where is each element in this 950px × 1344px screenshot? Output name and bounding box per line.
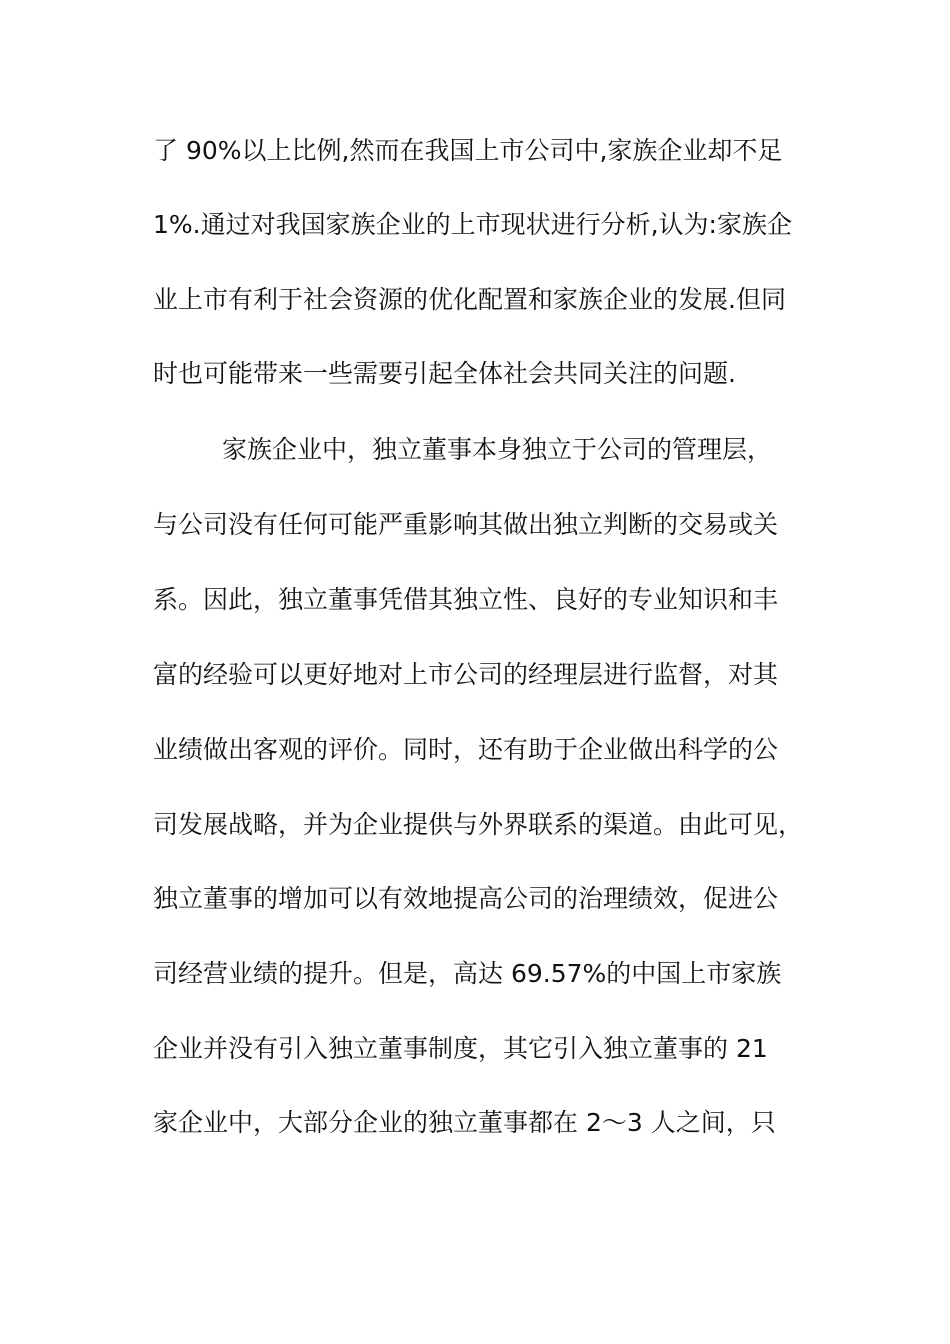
- paragraph-line: 富的经验可以更好地对上市公司的经理层进行监督，对其: [153, 660, 779, 689]
- paragraph-line: 业上市有利于社会资源的优化配置和家族企业的发展.但同: [153, 285, 786, 314]
- paragraph-line: 独立董事的增加可以有效地提高公司的治理绩效，促进公: [153, 884, 779, 913]
- paragraph-line: 时也可能带来一些需要引起全体社会共同关注的问题.: [153, 359, 736, 388]
- paragraph-line: 家企业中，大部分企业的独立董事都在 2～3 人之间，只: [153, 1108, 776, 1137]
- paragraph-line: 了 90%以上比例,然而在我国上市公司中,家族企业却不足: [153, 136, 783, 165]
- paragraph-line: 系。因此，独立董事凭借其独立性、良好的专业知识和丰: [153, 585, 779, 614]
- paragraph-line: 与公司没有任何可能严重影响其做出独立判断的交易或关: [153, 510, 779, 539]
- paragraph-line: 业绩做出客观的评价。同时，还有助于企业做出科学的公: [153, 735, 779, 764]
- paragraph-line: 企业并没有引入独立董事制度，其它引入独立董事的 21: [153, 1034, 768, 1063]
- paragraph-line: 家族企业中，独立董事本身独立于公司的管理层，: [222, 435, 773, 464]
- paragraph-line: 1%.通过对我国家族企业的上市现状进行分析,认为:家族企: [153, 210, 792, 239]
- paragraph-line: 司发展战略，并为企业提供与外界联系的渠道。由此可见，: [153, 810, 804, 839]
- paragraph-line: 司经营业绩的提升。但是，高达 69.57%的中国上市家族: [153, 959, 782, 988]
